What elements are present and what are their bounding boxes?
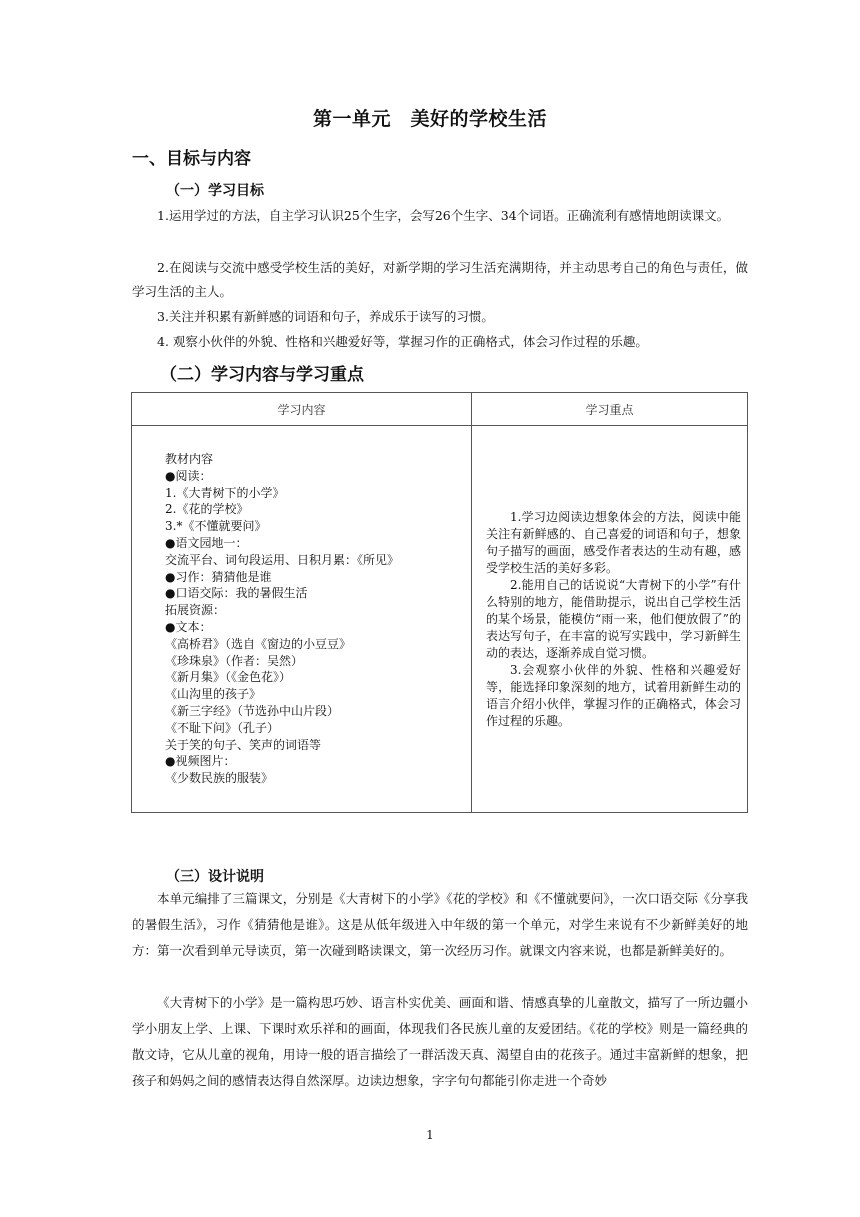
list-item: 拓展资源： xyxy=(165,603,226,618)
list-item: 交流平台、词句段运用、日积月累：《所见》 xyxy=(165,552,400,567)
focus-item-2: 2.能用自己的话说说“大青树下的小学”有什么特别的地方，能借助提示，说出自己学校生活的某个场景，能模仿“雨一来，他们便放假了”的表达写句子，在丰富的说写实践中，学习新鲜生动的表达，逐渐养成自觉习惯。 xyxy=(486,577,741,660)
page-number: 1 xyxy=(426,1128,434,1142)
list-item: 《山沟里的孩子》 xyxy=(165,687,262,702)
goal-item-1: 1.运用学过的方法，自主学习认识25个生字，会写26个生字、34个词语。正确流利有感情地朗读课文。 xyxy=(157,208,730,223)
table-header-content: 学习内容 xyxy=(132,393,472,426)
learning-focus-cell xyxy=(472,426,748,813)
list-item: 《少数民族的服装》 xyxy=(165,771,274,786)
subheading-design-notes: （三）设计说明 xyxy=(166,869,264,885)
page-title: 第一单元 美好的学校生活 xyxy=(312,108,547,130)
list-item: ●语文园地一： xyxy=(165,536,248,551)
goal-item-3: 3.关注并积累有新鲜感的词语和句子，养成乐于读写的习惯。 xyxy=(157,309,494,324)
list-item: 《高桥君》（选自《窗边的小豆豆》 xyxy=(165,636,352,651)
list-item: 2.《花的学校》 xyxy=(165,502,249,517)
list-item: ●文本： xyxy=(165,620,212,634)
list-item: 3.*《不懂就要问》 xyxy=(165,519,267,534)
subheading-learning-content: （二）学习内容与学习重点 xyxy=(160,365,364,385)
design-paragraph-2: 《大青树下的小学》是一篇构思巧妙、语言朴实优美、画面和谐、情感真挚的儿童散文，描写了一所边疆小学小朋友上学、上课、下课时欢乐祥和的画面，体现我们各民族儿童的友爱团结。《花的学校》则是一篇经典的散文诗，它从儿童的视角，用诗一般的语言描绘了一群活泼天真、渴望自由的花孩子。通过丰富新鲜的想象，把孩子和妈妈之间的感情表达得自然深厚。边读边想象，字字句句都能引你走进一个奇妙 xyxy=(132,995,748,1088)
table-header-focus: 学习重点 xyxy=(472,393,748,426)
list-item: 1.《大青树下的小学》 xyxy=(165,485,285,500)
list-item: ●视频图片： xyxy=(165,754,236,769)
design-paragraph-1: 本单元编排了三篇课文，分别是《大青树下的小学》《花的学校》和《不懂就要问》，一次口语交际《分享我的暑假生活》，习作《猜猜他是谁》。这是从低年级进入中年级的第一个单元，对学生来说有不少新鲜美好的地方：第一次看到单元导读页，第一次碰到略读课文，第一次经历习作。就课文内容来说，也都是新鲜美好的。 xyxy=(132,891,748,958)
list-item: ●阅读： xyxy=(165,468,212,483)
learning-content-cell xyxy=(132,426,472,813)
goal-item-2: 2.在阅读与交流中感受学校生活的美好，对新学期的学习生活充满期待，并主动思考自己的角色与责任，做学习生活的主人。 xyxy=(132,260,748,299)
list-item: 《新三字经》（节选孙中山片段） xyxy=(165,703,340,718)
list-item: ●习作：猜猜他是谁 xyxy=(165,569,272,584)
focus-item-3: 3.会观察小伙伴的外貌、性格和兴趣爱好等，能选择印象深刻的地方，试着用新鲜生动的语言介绍小伙伴，掌握习作的正确格式，体会习作过程的乐趣。 xyxy=(486,662,741,728)
subheading-learning-goals: （一）学习目标 xyxy=(166,183,264,199)
list-item: 关于笑的句子、笑声的词语等 xyxy=(165,737,322,752)
goal-item-4: 4. 观察小伙伴的外貌、性格和兴趣爱好等，掌握习作的正确格式，体会习作过程的乐趣。 xyxy=(157,334,648,349)
list-item: 《不耻下问》（孔子） xyxy=(165,720,280,735)
list-item: 《珍珠泉》（作者：吴然） xyxy=(165,653,304,668)
table-row xyxy=(132,426,748,813)
list-item: 教材内容 xyxy=(165,452,214,467)
focus-item-1: 1.学习边阅读边想象体会的方法，阅读中能关注有新鲜感的、自己喜爱的词语和句子，想象句子描写的画面，感受作者表达的生动有趣，感受学校生活的美好多彩。 xyxy=(486,509,741,575)
list-item: 《新月集》（《金色花》） xyxy=(165,670,292,685)
section-heading-goals-content: 一、目标与内容 xyxy=(132,149,251,169)
table-header-row xyxy=(132,393,748,426)
list-item: ●口语交际：我的暑假生活 xyxy=(165,586,308,601)
content-focus-table xyxy=(131,392,748,813)
